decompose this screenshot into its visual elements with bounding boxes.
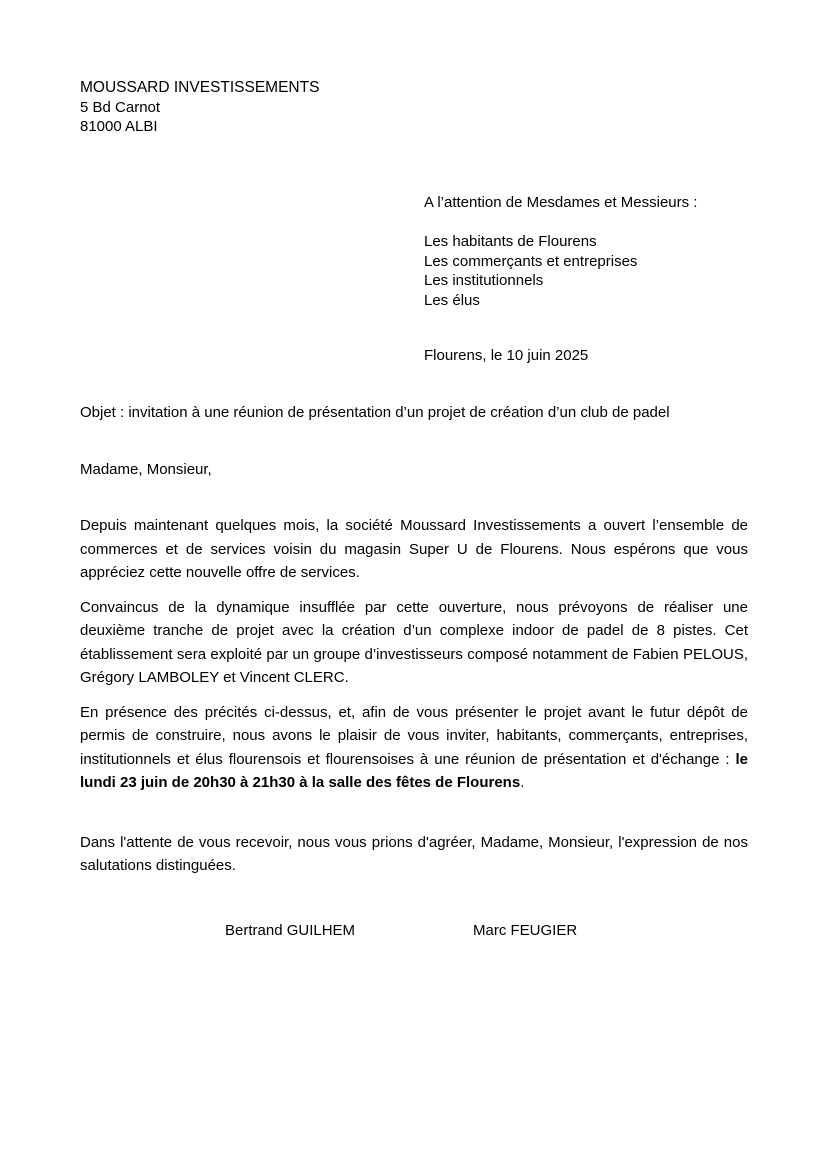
attention-line: A l’attention de Mesdames et Messieurs :	[424, 194, 698, 211]
paragraph-intro: Depuis maintenant quelques mois, la société Moussard Investissements a ouvert l’ensemble de commerces et de services voisin du magasin Super U de Flourens. Nous espérons que vous appréciez cette nouvelle offre de services.	[80, 517, 748, 581]
sender-address-line-2: 81000 ALBI	[80, 118, 158, 135]
recipient-line-institutionnels: Les institutionnels	[424, 272, 544, 289]
recipient-block	[424, 193, 697, 310]
sender-address-line-1: 5 Bd Carnot	[80, 98, 161, 116]
letter-body	[80, 514, 748, 878]
signature-block	[0, 922, 827, 946]
signature-marc-feugier: Marc FEUGIER	[473, 922, 578, 939]
paragraph-invitation	[80, 701, 748, 795]
recipient-line-elus: Les élus	[424, 291, 480, 309]
signature-bertrand-guilhem: Bertrand GUILHEM	[225, 922, 356, 939]
sender-name: MOUSSARD INVESTISSEMENTS	[80, 79, 320, 96]
meeting-details-bold: le lundi 23 juin de 20h30 à 21h30 à la salle des fêtes de Flourens	[80, 750, 748, 791]
paragraph-project: Convaincus de la dynamique insufflée par cette ouverture, nous prévoyons de réaliser une deuxième tranche de projet avec la création d’un complexe indoor de padel de 8 pistes. Cet établissement sera exploité par un groupe d’investisseurs composé notamment de Fabien PELOUS, Grégory LAMBOLEY et Vincent CLERC.	[80, 598, 748, 686]
date-line: Flourens, le 10 juin 2025	[424, 347, 589, 364]
salutation: Madame, Monsieur,	[80, 461, 212, 478]
subject-line: Objet : invitation à une réunion de présentation d’un projet de création d’un club de padel	[80, 404, 670, 421]
invitation-period: .	[520, 774, 525, 791]
sender-block	[80, 78, 319, 137]
invitation-text: En présence des précités ci-dessus, et, afin de vous présenter le projet avant le futur dépôt de permis de construire, nous avons le plaisir de vous inviter, habitants, commerçants, entreprises, institutionnels et élus flourensois et flourensoises à une réunion de présentation et d'échange :	[80, 703, 748, 768]
recipient-line-habitants: Les habitants de Flourens	[424, 233, 597, 250]
recipient-line-commercants: Les commerçants et entreprises	[424, 252, 638, 270]
paragraph-closing: Dans l'attente de vous recevoir, nous vous prions d'agréer, Madame, Monsieur, l'expression de nos salutations distinguées.	[80, 833, 748, 874]
